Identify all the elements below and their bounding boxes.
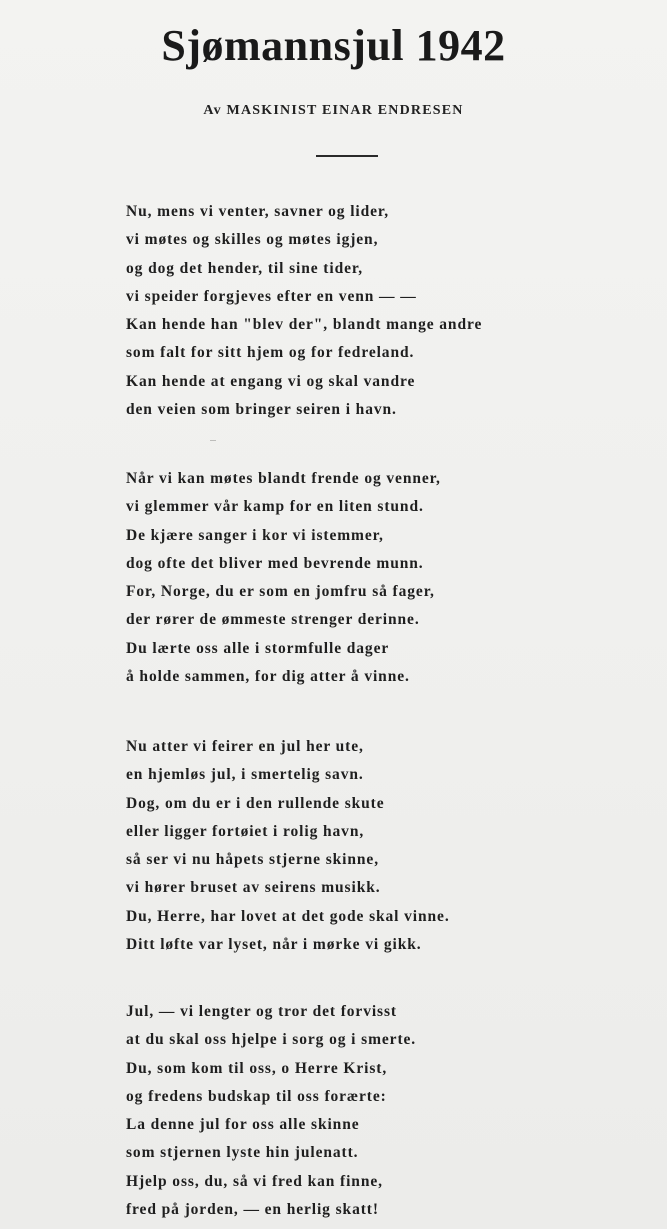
poem-line: La denne jul for oss alle skinne [126, 1116, 360, 1134]
poem-line: at du skal oss hjelpe i sorg og i smerte. [126, 1031, 417, 1049]
poem-line: å holde sammen, for dig atter å vinne. [126, 668, 410, 686]
stanza-1 [126, 198, 482, 424]
poem-line: Nu, mens vi venter, savner og lider, [126, 203, 390, 220]
poem-byline: Av MASKINIST EINAR ENDRESEN [203, 103, 464, 118]
poem-line: dog ofte det bliver med bevrende munn. [126, 554, 424, 572]
poem-line: Når vi kan møtes blandt frende og venner, [126, 470, 441, 487]
poem-line: den veien som bringer seiren i havn. [126, 401, 397, 419]
poem-line: Hjelp oss, du, så vi fred kan finne, [126, 1172, 383, 1190]
stanza-3 [126, 733, 450, 959]
poem-line: vi møtes og skilles og møtes igjen, [126, 231, 379, 249]
poem-line: så ser vi nu håpets stjerne skinne, [126, 851, 379, 869]
poem-line: som falt for sitt hjem og for fedreland. [126, 344, 415, 362]
poem-line: vi speider forgjeves efter en venn — — [126, 287, 417, 305]
poem-line: Dog, om du er i den rullende skute [126, 794, 385, 812]
stanza-4 [126, 998, 416, 1224]
poem-line: For, Norge, du er som en jomfru så fager, [126, 583, 435, 601]
poem-line: eller ligger fortøiet i rolig havn, [126, 822, 365, 840]
poem-line: en hjemløs jul, i smertelig savn. [126, 766, 364, 784]
poem-line: Jul, — vi lengter og tror det forvisst [126, 1003, 397, 1020]
poem-line: Nu atter vi feirer en jul her ute, [126, 738, 364, 755]
poem-line: Kan hende at engang vi og skal vandre [126, 372, 416, 390]
print-speck [210, 440, 216, 441]
poem-line: som stjernen lyste hin julenatt. [126, 1144, 359, 1162]
poem-line: De kjære sanger i kor vi istemmer, [126, 526, 384, 544]
stanza-2 [126, 465, 441, 691]
title-divider [316, 155, 378, 157]
poem-title: Sjømannsjul 1942 [161, 21, 506, 70]
poem-line: og fredens budskap til oss forærte: [126, 1087, 387, 1105]
poem-line: fred på jorden, — en herlig skatt! [126, 1201, 379, 1219]
poem-line: Du, som kom til oss, o Herre Krist, [126, 1059, 388, 1077]
poem-line: Du lærte oss alle i stormfulle dager [126, 639, 390, 657]
poem-line: Du, Herre, har lovet at det gode skal vinne. [126, 907, 450, 925]
poem-line: vi hører bruset av seirens musikk. [126, 879, 381, 897]
poem-line: Kan hende han "blev der", blandt mange andre [126, 316, 483, 334]
poem-line: vi glemmer vår kamp for en liten stund. [126, 498, 424, 516]
poem-line: Ditt løfte var lyset, når i mørke vi gikk. [126, 936, 422, 954]
poem-line: og dog det hender, til sine tider, [126, 259, 363, 277]
poem-line: der rører de ømmeste strenger derinne. [126, 611, 420, 629]
